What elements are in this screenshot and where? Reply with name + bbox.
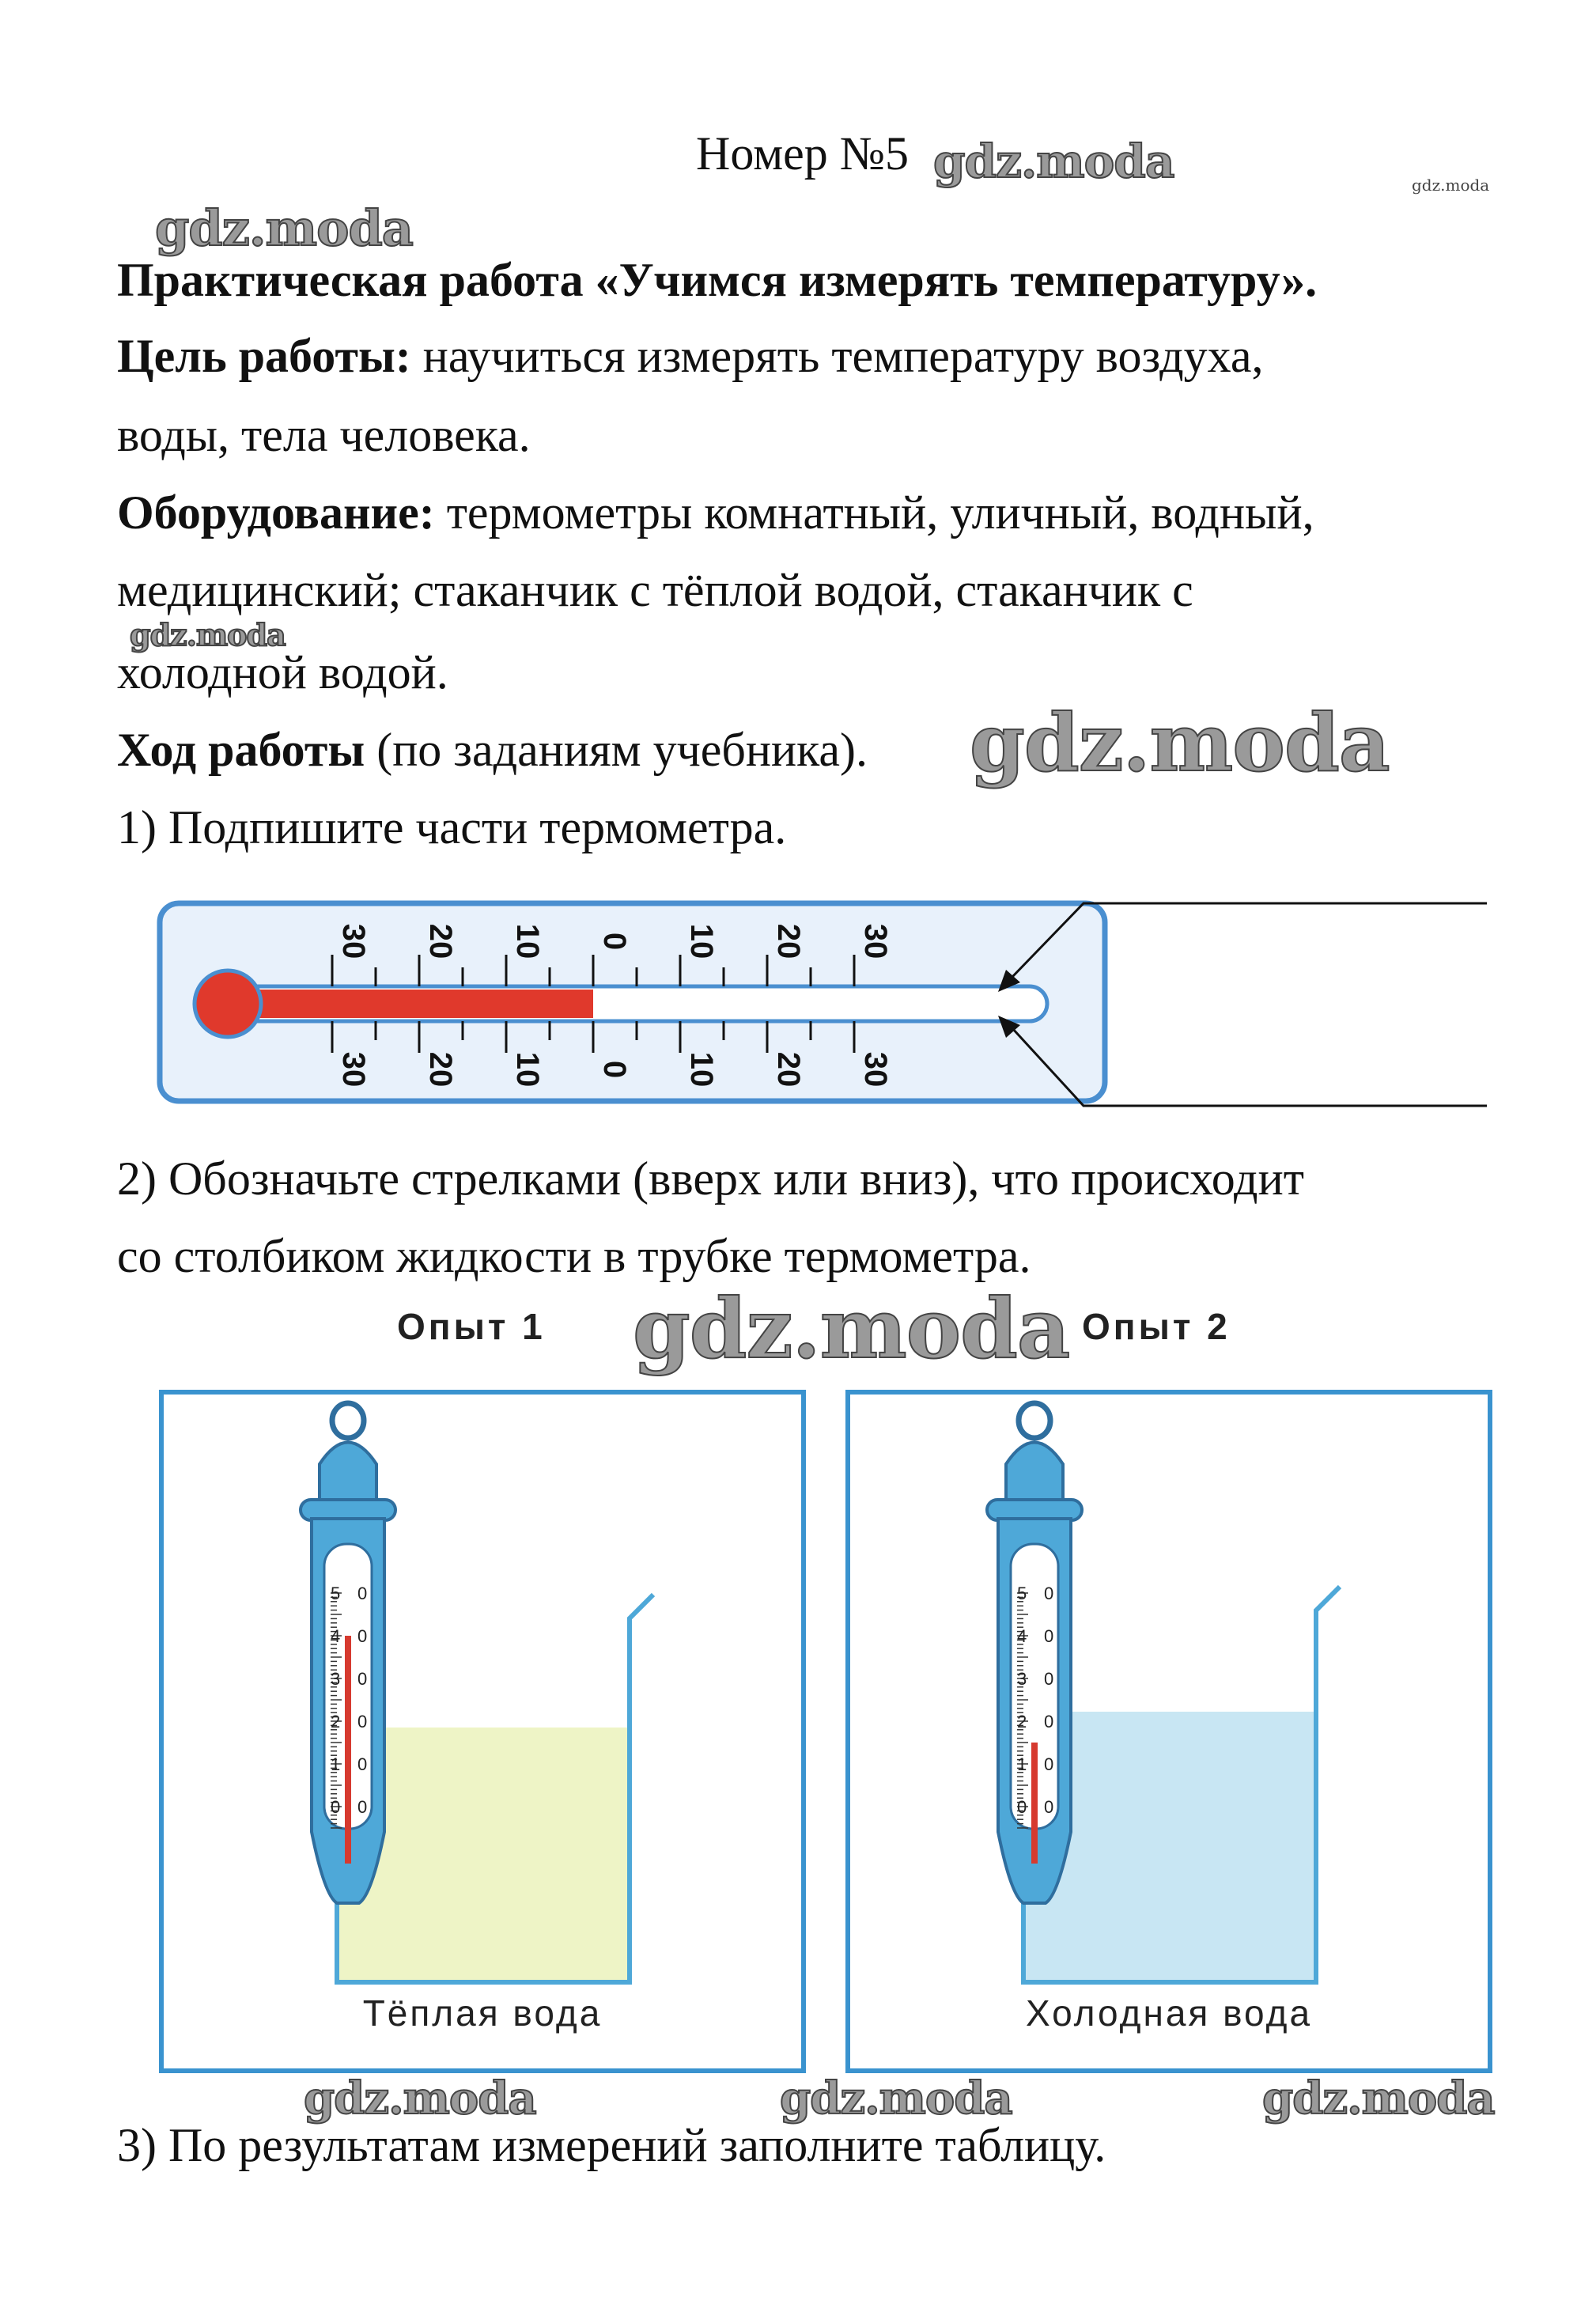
scale-digit-zero: 0 — [1044, 1626, 1054, 1646]
scale-digit-zero: 0 — [1044, 1754, 1054, 1774]
watermark: gdz.moda — [970, 696, 1390, 789]
scale-digit: 1 — [1017, 1754, 1027, 1774]
thermometer-bulb — [195, 971, 261, 1037]
thermometer-cap — [1006, 1443, 1063, 1508]
scale-label-bottom: 0 — [597, 1060, 632, 1079]
scale-label-bottom: 30 — [858, 1051, 893, 1088]
task-3: 3) По результатам измерений заполните таблицу. — [117, 2119, 1106, 2171]
goal-line-2: воды, тела человека. — [117, 409, 531, 461]
goal-label: Цель работы: — [117, 330, 411, 382]
experiment-1-figure — [158, 1389, 807, 2077]
scale-digit-zero: 0 — [357, 1626, 368, 1646]
experiment-1-title: Опыт 1 — [397, 1306, 546, 1347]
scale-digit-zero: 0 — [357, 1712, 368, 1731]
procedure-text: (по заданиям учебника). — [365, 724, 868, 776]
watermark: gdz.moda — [130, 617, 286, 653]
experiment-1-label: Тёплая вода — [362, 1992, 603, 2034]
thermometer-diagram — [150, 894, 1495, 1115]
equipment-line-2: медицинский; стаканчик с тёплой водой, стаканчик с — [117, 564, 1193, 616]
scale-digit-zero: 0 — [357, 1584, 368, 1603]
equipment-text: термометры комнатный, уличный, водный, — [434, 486, 1314, 539]
watermark: gdz.moda — [633, 1280, 1070, 1377]
scale-digit-zero: 0 — [1044, 1669, 1054, 1689]
watermark: gdz.moda — [933, 134, 1174, 188]
experiment-2-label: Холодная вода — [1025, 1992, 1313, 2034]
liquid-column — [345, 1636, 351, 1864]
scale-digit: 3 — [1017, 1669, 1027, 1689]
scale-label-top: 0 — [597, 932, 632, 951]
scale-label-top: 30 — [336, 923, 371, 959]
scale-digit-zero: 0 — [1044, 1797, 1054, 1817]
scale-digit: 4 — [1017, 1626, 1027, 1646]
scale-digit: 0 — [1017, 1797, 1027, 1817]
scale-digit: 2 — [331, 1712, 341, 1731]
scale-digit: 4 — [331, 1626, 341, 1646]
scale-label-top: 30 — [858, 923, 893, 959]
scale-digit-zero: 0 — [1044, 1584, 1054, 1603]
scale-digit: 3 — [331, 1669, 341, 1689]
scale-label-bottom: 10 — [684, 1051, 719, 1088]
equipment-line-1 — [117, 484, 1314, 541]
scale-digit: 5 — [1017, 1584, 1027, 1603]
scale-label-bottom: 30 — [336, 1051, 371, 1088]
equipment-line-3: холодной водой. — [117, 646, 448, 698]
scale-digit: 2 — [1017, 1712, 1027, 1731]
task-1: 1) Подпишите части термометра. — [117, 801, 787, 853]
scale-digit-zero: 0 — [357, 1797, 368, 1817]
scale-digit-zero: 0 — [357, 1754, 368, 1774]
scale-label-top: 10 — [510, 923, 545, 959]
scale-label-top: 20 — [771, 923, 806, 959]
scale-label-bottom: 20 — [771, 1051, 806, 1088]
scale-label-bottom: 20 — [423, 1051, 458, 1088]
task-2-line-1: 2) Обозначьте стрелками (вверх или вниз), что происходит — [117, 1152, 1304, 1205]
thermometer-cap — [320, 1443, 376, 1508]
scale-digit-zero: 0 — [357, 1669, 368, 1689]
scale-digit-zero: 0 — [1044, 1712, 1054, 1731]
scale-digit: 0 — [331, 1797, 341, 1817]
scale-digit: 5 — [331, 1584, 341, 1603]
practical-heading: Практическая работа «Учимся измерять температуру». — [117, 254, 1318, 306]
scale-label-top: 20 — [423, 923, 458, 959]
experiment-2-figure — [845, 1389, 1493, 2077]
watermark-small: gdz.moda — [1412, 176, 1490, 195]
liquid-column — [1031, 1743, 1038, 1864]
watermark: gdz.moda — [780, 2072, 1012, 2125]
experiment-2-title: Опыт 2 — [1082, 1306, 1231, 1347]
equipment-label: Оборудование: — [117, 486, 435, 539]
watermark: gdz.moda — [155, 199, 413, 257]
watermark: gdz.moda — [304, 2072, 536, 2125]
scale-label-top: 10 — [684, 923, 719, 959]
goal-line-1 — [117, 327, 1264, 384]
thermometer-liquid-column — [229, 990, 593, 1018]
scale-label-bottom: 10 — [510, 1051, 545, 1088]
goal-text: научиться измерять температуру воздуха, — [410, 330, 1264, 382]
scale-digit: 1 — [331, 1754, 341, 1774]
procedure-label: Ход работы — [117, 724, 365, 776]
watermark: gdz.moda — [1262, 2072, 1495, 2125]
procedure-line — [117, 721, 868, 778]
page-title: Номер №5 — [696, 127, 910, 180]
task-2-line-2: со столбиком жидкости в трубке термометра. — [117, 1230, 1031, 1282]
